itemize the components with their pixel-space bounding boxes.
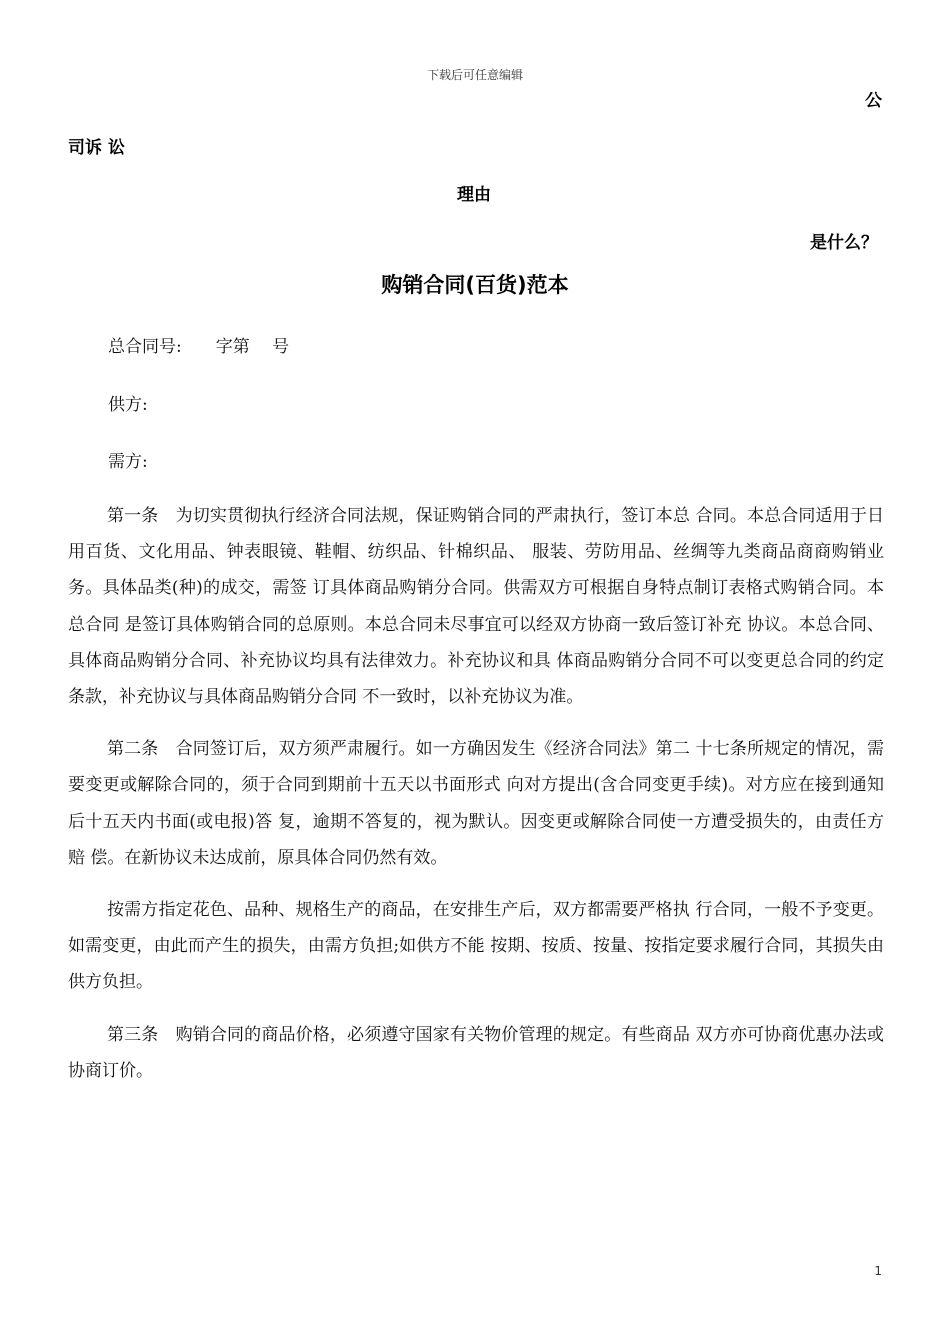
buyer-field: 需方:: [108, 452, 148, 472]
document-title: 购销合同(百货)范本: [381, 273, 569, 297]
contract-number-field: 总合同号: 字第 号: [108, 337, 290, 357]
heading-fragment: 公: [865, 91, 882, 111]
article-1-paragraph: 第一条 为切实贯彻执行经济合同法规，保证购销合同的严肃执行，签订本总 合同。本总合同适用于日用百货、文化用品、钟表眼镜、鞋帽、纺织品、针棉织品、 服装、劳防用品、丝绸等九类商品商商购销业务。具体品类(种)的成交，需签 订具体商品购销分合同。供需双方可根据自身特点制订表格式购销合同。本总合同 是签订具体购销合同的总原则。本总合同未尽事宜可以经双方协商一致后签订补充 协议。本总合同、具体商品购销分合同、补充协议均具有法律效力。补充协议和具 体商品购销分合同不可以变更总合同的约定条款，补充协议与具体商品购销分合同 不一致时，以补充协议为准。: [68, 506, 884, 708]
contract-body: [68, 498, 884, 1105]
heading-fragment: 是什么？: [810, 233, 878, 253]
supplier-field: 供方:: [108, 395, 148, 415]
page-number: 1: [874, 1264, 882, 1278]
article-2-paragraph: 第二条 合同签订后，双方须严肃履行。如一方确因发生《经济合同法》第二 十七条所规定的情况，需要变更或解除合同的，须于合同到期前十五天以书面形式 向对方提出(含合同变更手续)。对方应在接到通知后十五天内书面(或电报)答 复，逾期不答复的，视为默认。因变更或解除合同使一方遭受损失的，由责任方赔 偿。在新协议未达成前，原具体合同仍然有效。: [68, 739, 884, 868]
page-header-note: 下载后可任意编辑: [426, 68, 523, 82]
article-3-paragraph: 第三条 购销合同的商品价格，必须遵守国家有关物价管理的规定。有些商品 双方亦可协商优惠办法或协商订价。: [68, 1024, 884, 1081]
custom-order-paragraph: 按需方指定花色、品种、规格生产的商品，在安排生产后，双方都需要严格执 行合同，一般不予变更。如需变更，由此而产生的损失，由需方负担;如供方不能 按期、按质、按量、按指定要求履行合同，其损失由供方负担。: [68, 900, 884, 993]
heading-fragment: 司诉 讼: [68, 138, 125, 158]
heading-fragment: 理由: [457, 185, 491, 205]
